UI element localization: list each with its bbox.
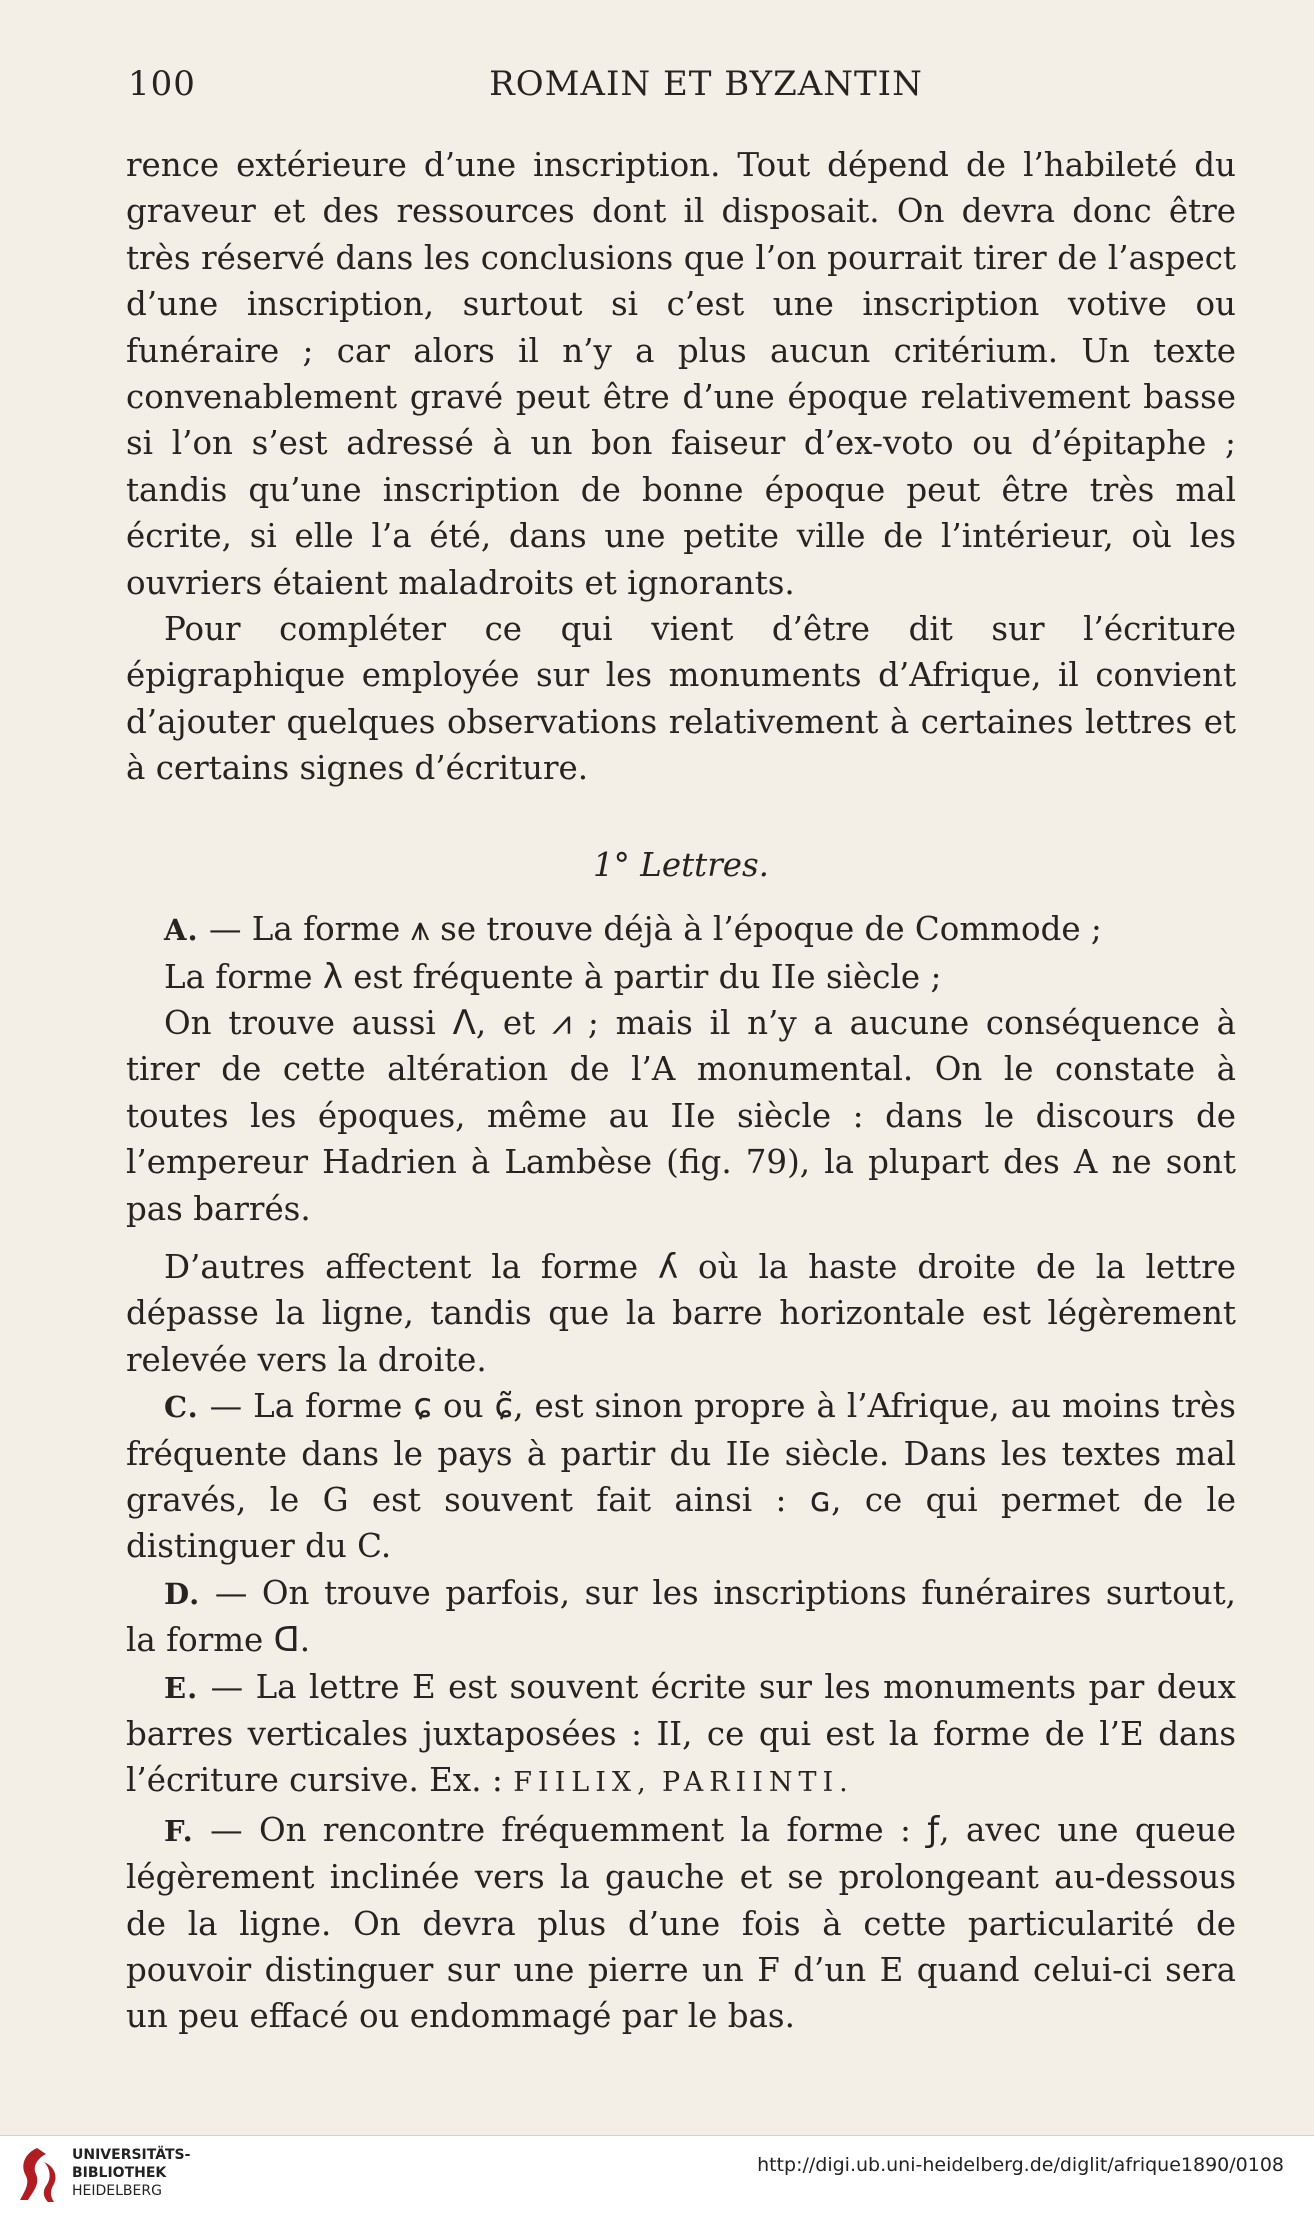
entry-text: est fréquente à partir du IIe siècle ; bbox=[353, 957, 942, 996]
source-url[interactable]: http://digi.ub.uni-heidelberg.de/diglit/afrique1890/0108 bbox=[757, 2154, 1284, 2176]
entry-text: — La forme bbox=[208, 910, 401, 949]
entry-text: — On trouve parfois, sur les inscriptions funéraires surtout, la forme bbox=[126, 1573, 1236, 1660]
entry-letter-d: D. bbox=[164, 1576, 201, 1611]
entry-letter-f: F. bbox=[164, 1813, 194, 1848]
entry-text: . bbox=[299, 1621, 311, 1660]
letterform-glyph: ʎ bbox=[658, 1246, 679, 1287]
entry-text: se trouve déjà à l’époque de Commode ; bbox=[440, 910, 1102, 949]
entry-text: ou bbox=[443, 1387, 484, 1426]
entry-letter-c: C. bbox=[164, 1390, 199, 1425]
page-body bbox=[126, 142, 1236, 2040]
entry-a-line-3 bbox=[126, 1000, 1236, 1232]
example-word: PARIINTI. bbox=[662, 1767, 854, 1799]
letterform-glyph: ƒ bbox=[927, 1809, 940, 1850]
letterform-glyph: ᗡ bbox=[273, 1620, 300, 1661]
section-title: Lettres. bbox=[640, 845, 769, 884]
letterform-glyph: λ bbox=[322, 956, 343, 997]
page-header bbox=[128, 64, 1244, 114]
digitization-footer bbox=[0, 2135, 1314, 2216]
letterform-glyph: ɕ̃ bbox=[494, 1386, 514, 1427]
entry-text: , avec une queue légèrement inclinée vers la gauche et se prolongeant au-dessous de la ligne. On devra plus d’une fois à cette particularité de pouvoir distinguer sur une pierre un F d’un E quand celui-ci sera un peu effacé ou endommagé par le bas. bbox=[126, 1810, 1237, 2036]
spacer bbox=[126, 1232, 1236, 1244]
paragraph-1: rence extérieure d’une inscription. Tout dépend de l’habileté du graveur et des ressources dont il disposait. On devra donc être très réservé dans les conclusions que l’on pourrait tirer de l’aspect d’une inscription, surtout si c’est une inscription votive ou funéraire ; car alors il n’y a plus aucun critérium. Un texte convenablement gravé peut être d’une époque relativement basse si l’on s’est adressé à un bon faiseur d’ex-voto ou d’épitaphe ; tandis qu’une inscription de bonne époque peut être très mal écrite, si elle l’a été, dans une petite ville de l’intérieur, où les ouvriers étaient maladroits et ignorants. bbox=[126, 146, 1236, 602]
letterform-glyph: ɕ bbox=[413, 1386, 433, 1427]
entry-text: D’autres affectent la forme bbox=[164, 1247, 639, 1286]
entry-a-line-4 bbox=[126, 1244, 1236, 1383]
letterform-glyph: ⩚ bbox=[410, 909, 430, 950]
entry-text: On trouve aussi bbox=[164, 1003, 436, 1042]
entry-text: ; mais il n’y a aucune conséquence à tirer de cette altération de l’A monumental. On le constate à toutes les époques, même au IIe siècle : dans le discours de l’empereur Hadrien à Lambèse (fig. 79), la plupart des A ne sont pas barrés. bbox=[126, 1003, 1237, 1228]
running-title: ROMAIN ET BYZANTIN bbox=[489, 64, 923, 104]
letterform-glyph: ⩘ bbox=[551, 1002, 572, 1043]
entry-text: — La lettre E est souvent écrite sur les monuments par deux barres verticales juxtaposées : II, ce qui est la forme de l’E dans l’écriture cursive. Ex. : bbox=[126, 1667, 1236, 1800]
paragraph-2: Pour compléter ce qui vient d’être dit sur l’écriture épigraphique employée sur les monuments d’Afrique, il convient d’ajouter quelques observations relativement à certaines lettres et à certains signes d’écriture. bbox=[126, 610, 1236, 788]
page-number: 100 bbox=[128, 64, 196, 104]
entry-a-line-1 bbox=[126, 906, 1236, 953]
section-heading bbox=[126, 842, 1236, 888]
entry-e bbox=[126, 1664, 1236, 1807]
library-name-line: HEIDELBERG bbox=[72, 2183, 162, 2199]
entry-text: , est sinon propre à l’Afrique, au moins très fréquente dans le pays à partir du IIe siècle. Dans les textes mal gravés, le G est souvent fait ainsi : bbox=[126, 1387, 1236, 1519]
entry-text: — La forme bbox=[209, 1387, 403, 1426]
letterform-glyph: Λ bbox=[452, 1002, 476, 1043]
entry-letter-e: E. bbox=[164, 1670, 199, 1705]
letterform-glyph: ɢ bbox=[809, 1479, 832, 1520]
library-logo-icon bbox=[14, 2144, 60, 2204]
entry-f bbox=[126, 1807, 1236, 2040]
entry-text: La forme bbox=[164, 957, 313, 996]
entry-letter-a: A. bbox=[164, 913, 199, 948]
entry-text: où la haste droite de la lettre dépasse la ligne, tandis que la barre horizontale est légèrement relevée vers la droite. bbox=[126, 1247, 1236, 1379]
library-name-line: UNIVERSITÄTS- bbox=[72, 2147, 191, 2163]
entry-text: , ce qui permet de le distinguer du C. bbox=[126, 1480, 1236, 1566]
entry-a-line-2 bbox=[126, 954, 1236, 1000]
entry-c bbox=[126, 1383, 1236, 1570]
entry-text: , et bbox=[475, 1003, 536, 1042]
entry-text: — On rencontre fréquemment la forme : bbox=[210, 1810, 911, 1849]
library-name bbox=[72, 2146, 190, 2200]
entry-d bbox=[126, 1570, 1236, 1664]
section-number: 1° bbox=[593, 845, 630, 884]
library-name-line: BIBLIOTHEK bbox=[72, 2165, 167, 2181]
example-word: FIILIX, bbox=[513, 1767, 652, 1799]
